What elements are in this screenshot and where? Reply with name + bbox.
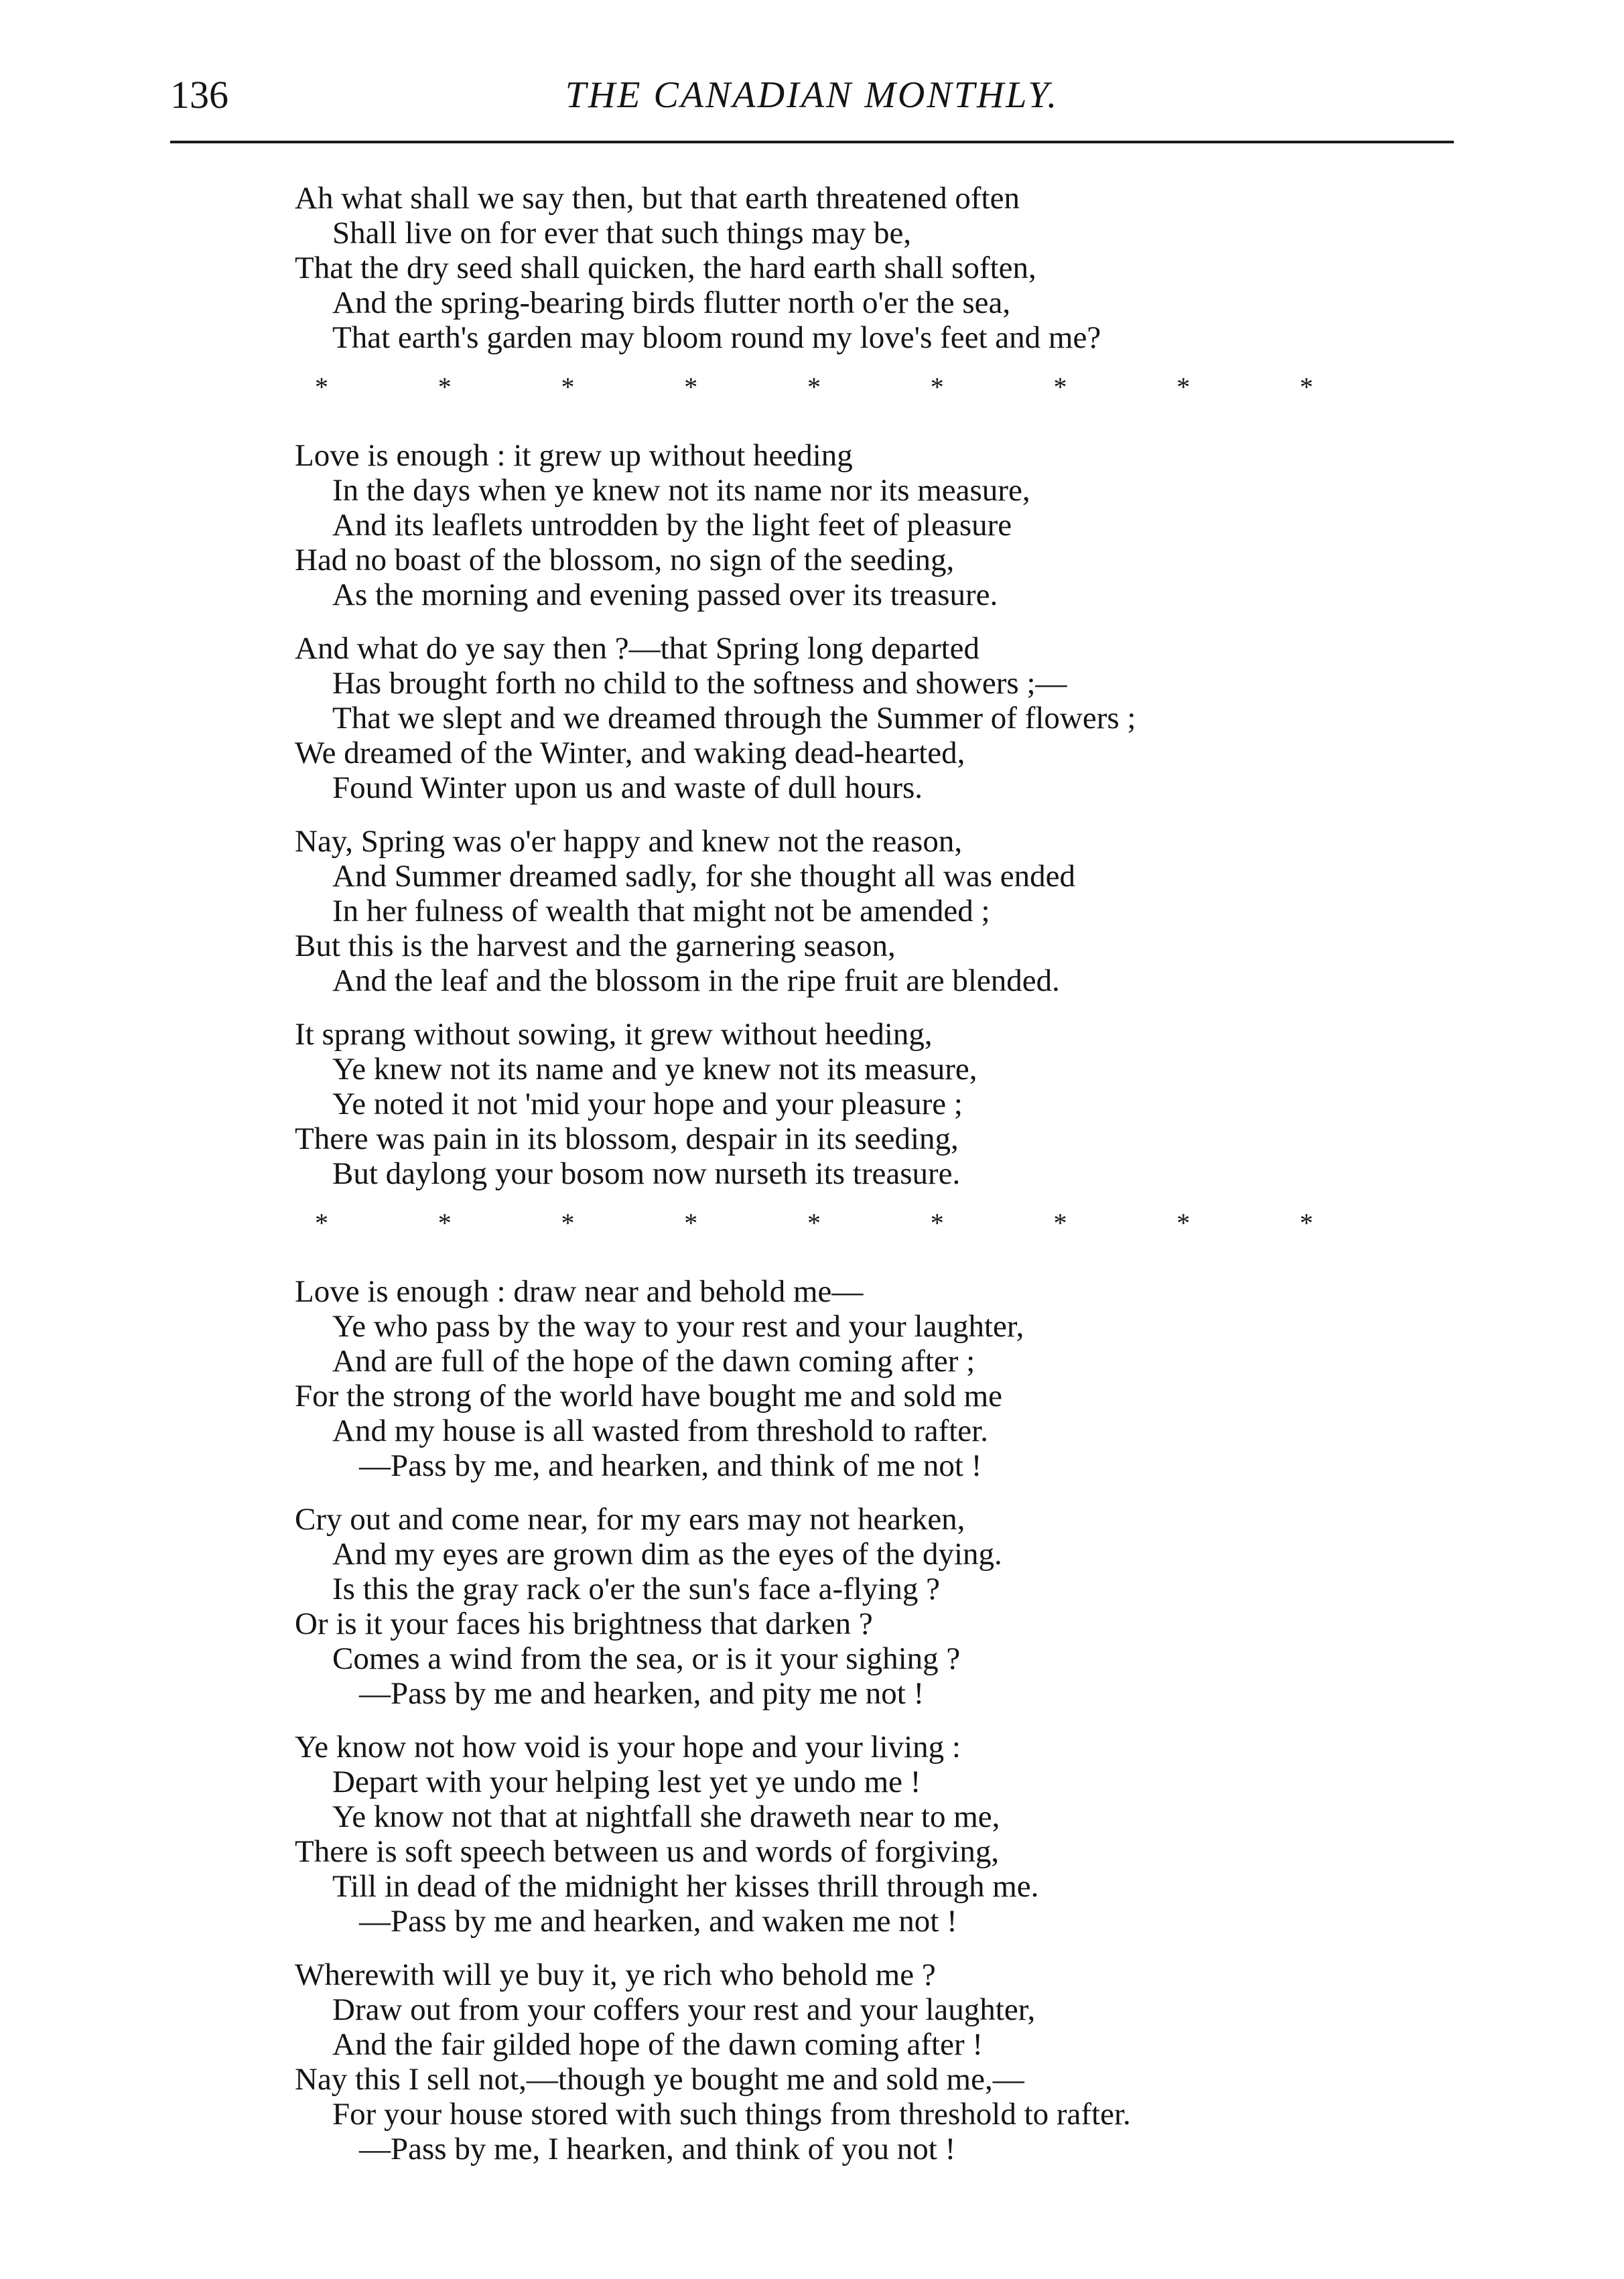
- poem-line: There is soft speech between us and words of forgiving,: [295, 1834, 1000, 1869]
- poem-line: Ye noted it not 'mid your hope and your pleasure ;: [332, 1087, 963, 1121]
- section-separator: [315, 1210, 1313, 1237]
- poem-line: Depart with your helping lest yet ye undo me !: [332, 1765, 921, 1799]
- asterisk: *: [807, 372, 821, 402]
- asterisk: *: [1300, 372, 1313, 402]
- asterisk: *: [930, 1208, 944, 1238]
- asterisk: *: [561, 1208, 575, 1238]
- stanza: [295, 1502, 1474, 1711]
- asterisk: *: [930, 372, 944, 402]
- poem-line: Or is it your faces his brightness that darken ?: [295, 1606, 873, 1641]
- stanza: [295, 181, 1474, 355]
- poem-line: Ah what shall we say then, but that earth threatened often: [295, 181, 1020, 216]
- poem-line: In the days when ye knew not its name nor its measure,: [332, 473, 1030, 508]
- poem-line: But this is the harvest and the garnering season,: [295, 928, 896, 963]
- poem-line: And Summer dreamed sadly, for she thought all was ended: [332, 859, 1076, 894]
- stanza: [295, 438, 1474, 612]
- poem-line: For your house stored with such things from threshold to rafter.: [332, 2097, 1131, 2132]
- poem-line: —Pass by me, and hearken, and think of me not !: [359, 1448, 982, 1483]
- stanza: [295, 631, 1474, 805]
- asterisk: *: [561, 372, 575, 402]
- poem-line: —Pass by me, I hearken, and think of you not !: [359, 2132, 956, 2166]
- poem-line: And the leaf and the blossom in the ripe fruit are blended.: [332, 963, 1060, 998]
- poem-line: Love is enough : it grew up without heeding: [295, 438, 853, 473]
- asterisk: *: [684, 1208, 698, 1238]
- asterisk: *: [315, 1208, 328, 1238]
- poem-line: Shall live on for ever that such things may be,: [332, 216, 912, 251]
- poem-line: And are full of the hope of the dawn coming after ;: [332, 1344, 975, 1379]
- poem-line: Love is enough : draw near and behold me—: [295, 1274, 864, 1309]
- poem-line: And what do ye say then ?—that Spring long departed: [295, 631, 980, 666]
- stanza: [295, 1730, 1474, 1939]
- poem-line: Comes a wind from the sea, or is it your sighing ?: [332, 1641, 961, 1676]
- poem-line: Ye know not how void is your hope and your living :: [295, 1730, 961, 1765]
- poem-line: Has brought forth no child to the softness and showers ;—: [332, 666, 1067, 701]
- asterisk: *: [1300, 1208, 1313, 1238]
- asterisk: *: [1176, 372, 1191, 402]
- stanza: [295, 824, 1474, 998]
- asterisk: *: [315, 372, 328, 402]
- poem-line: But daylong your bosom now nurseth its treasure.: [332, 1156, 961, 1191]
- poem-line: And my house is all wasted from threshold to rafter.: [332, 1413, 988, 1448]
- poem-line: And the fair gilded hope of the dawn coming after !: [332, 2027, 984, 2062]
- poem-line: As the morning and evening passed over its treasure.: [332, 577, 998, 612]
- stanza: [295, 1017, 1474, 1191]
- poem-line: Ye knew not its name and ye knew not its measure,: [332, 1052, 977, 1087]
- poem-line: And its leaflets untrodden by the light feet of pleasure: [332, 508, 1012, 543]
- section-separator: [315, 374, 1313, 401]
- poem-line: For the strong of the world have bought me and sold me: [295, 1379, 1003, 1413]
- asterisk: *: [1176, 1208, 1191, 1238]
- poem-line: Nay, Spring was o'er happy and knew not the reason,: [295, 824, 963, 859]
- poem-line: Is this the gray rack o'er the sun's face a-flying ?: [332, 1572, 940, 1606]
- poem-line: Till in dead of the midnight her kisses thrill through me.: [332, 1869, 1039, 1904]
- poem-body: [295, 181, 1474, 2185]
- stanza: [295, 1957, 1474, 2166]
- poem-line: That we slept and we dreamed through the Summer of flowers ;: [332, 701, 1136, 736]
- poem-line: Ye know not that at nightfall she draweth near to me,: [332, 1799, 1000, 1834]
- poem-line: Ye who pass by the way to your rest and your laughter,: [332, 1309, 1024, 1344]
- poem-line: Cry out and come near, for my ears may not hearken,: [295, 1502, 965, 1537]
- poem-line: It sprang without sowing, it grew without heeding,: [295, 1017, 933, 1052]
- poem-line: —Pass by me and hearken, and waken me not !: [359, 1904, 957, 1939]
- poem-line: Found Winter upon us and waste of dull hours.: [332, 770, 923, 805]
- stanza: [295, 1274, 1474, 1483]
- page-number: 136: [170, 73, 228, 117]
- header-rule: [170, 141, 1454, 143]
- poem-line: And my eyes are grown dim as the eyes of the dying.: [332, 1537, 1002, 1572]
- asterisk: *: [1053, 1208, 1067, 1238]
- asterisk: *: [437, 1208, 452, 1238]
- poem-line: And the spring-bearing birds flutter north o'er the sea,: [332, 285, 1011, 320]
- asterisk: *: [437, 372, 452, 402]
- poem-line: There was pain in its blossom, despair in its seeding,: [295, 1121, 959, 1156]
- poem-line: That earth's garden may bloom round my love's feet and me?: [332, 320, 1101, 355]
- asterisk: *: [684, 372, 698, 402]
- poem-line: Wherewith will ye buy it, ye rich who behold me ?: [295, 1957, 936, 1992]
- poem-line: That the dry seed shall quicken, the hard earth shall soften,: [295, 251, 1036, 285]
- poem-line: We dreamed of the Winter, and waking dead-hearted,: [295, 736, 965, 770]
- asterisk: *: [1053, 372, 1067, 402]
- poem-line: —Pass by me and hearken, and pity me not !: [359, 1676, 925, 1711]
- running-head: THE CANADIAN MONTHLY.: [565, 74, 1059, 116]
- asterisk: *: [807, 1208, 821, 1238]
- poem-line: Draw out from your coffers your rest and your laughter,: [332, 1992, 1036, 2027]
- poem-line: Had no boast of the blossom, no sign of the seeding,: [295, 543, 955, 577]
- poem-line: In her fulness of wealth that might not be amended ;: [332, 894, 990, 928]
- poem-line: Nay this I sell not,—though ye bought me and sold me,—: [295, 2062, 1024, 2097]
